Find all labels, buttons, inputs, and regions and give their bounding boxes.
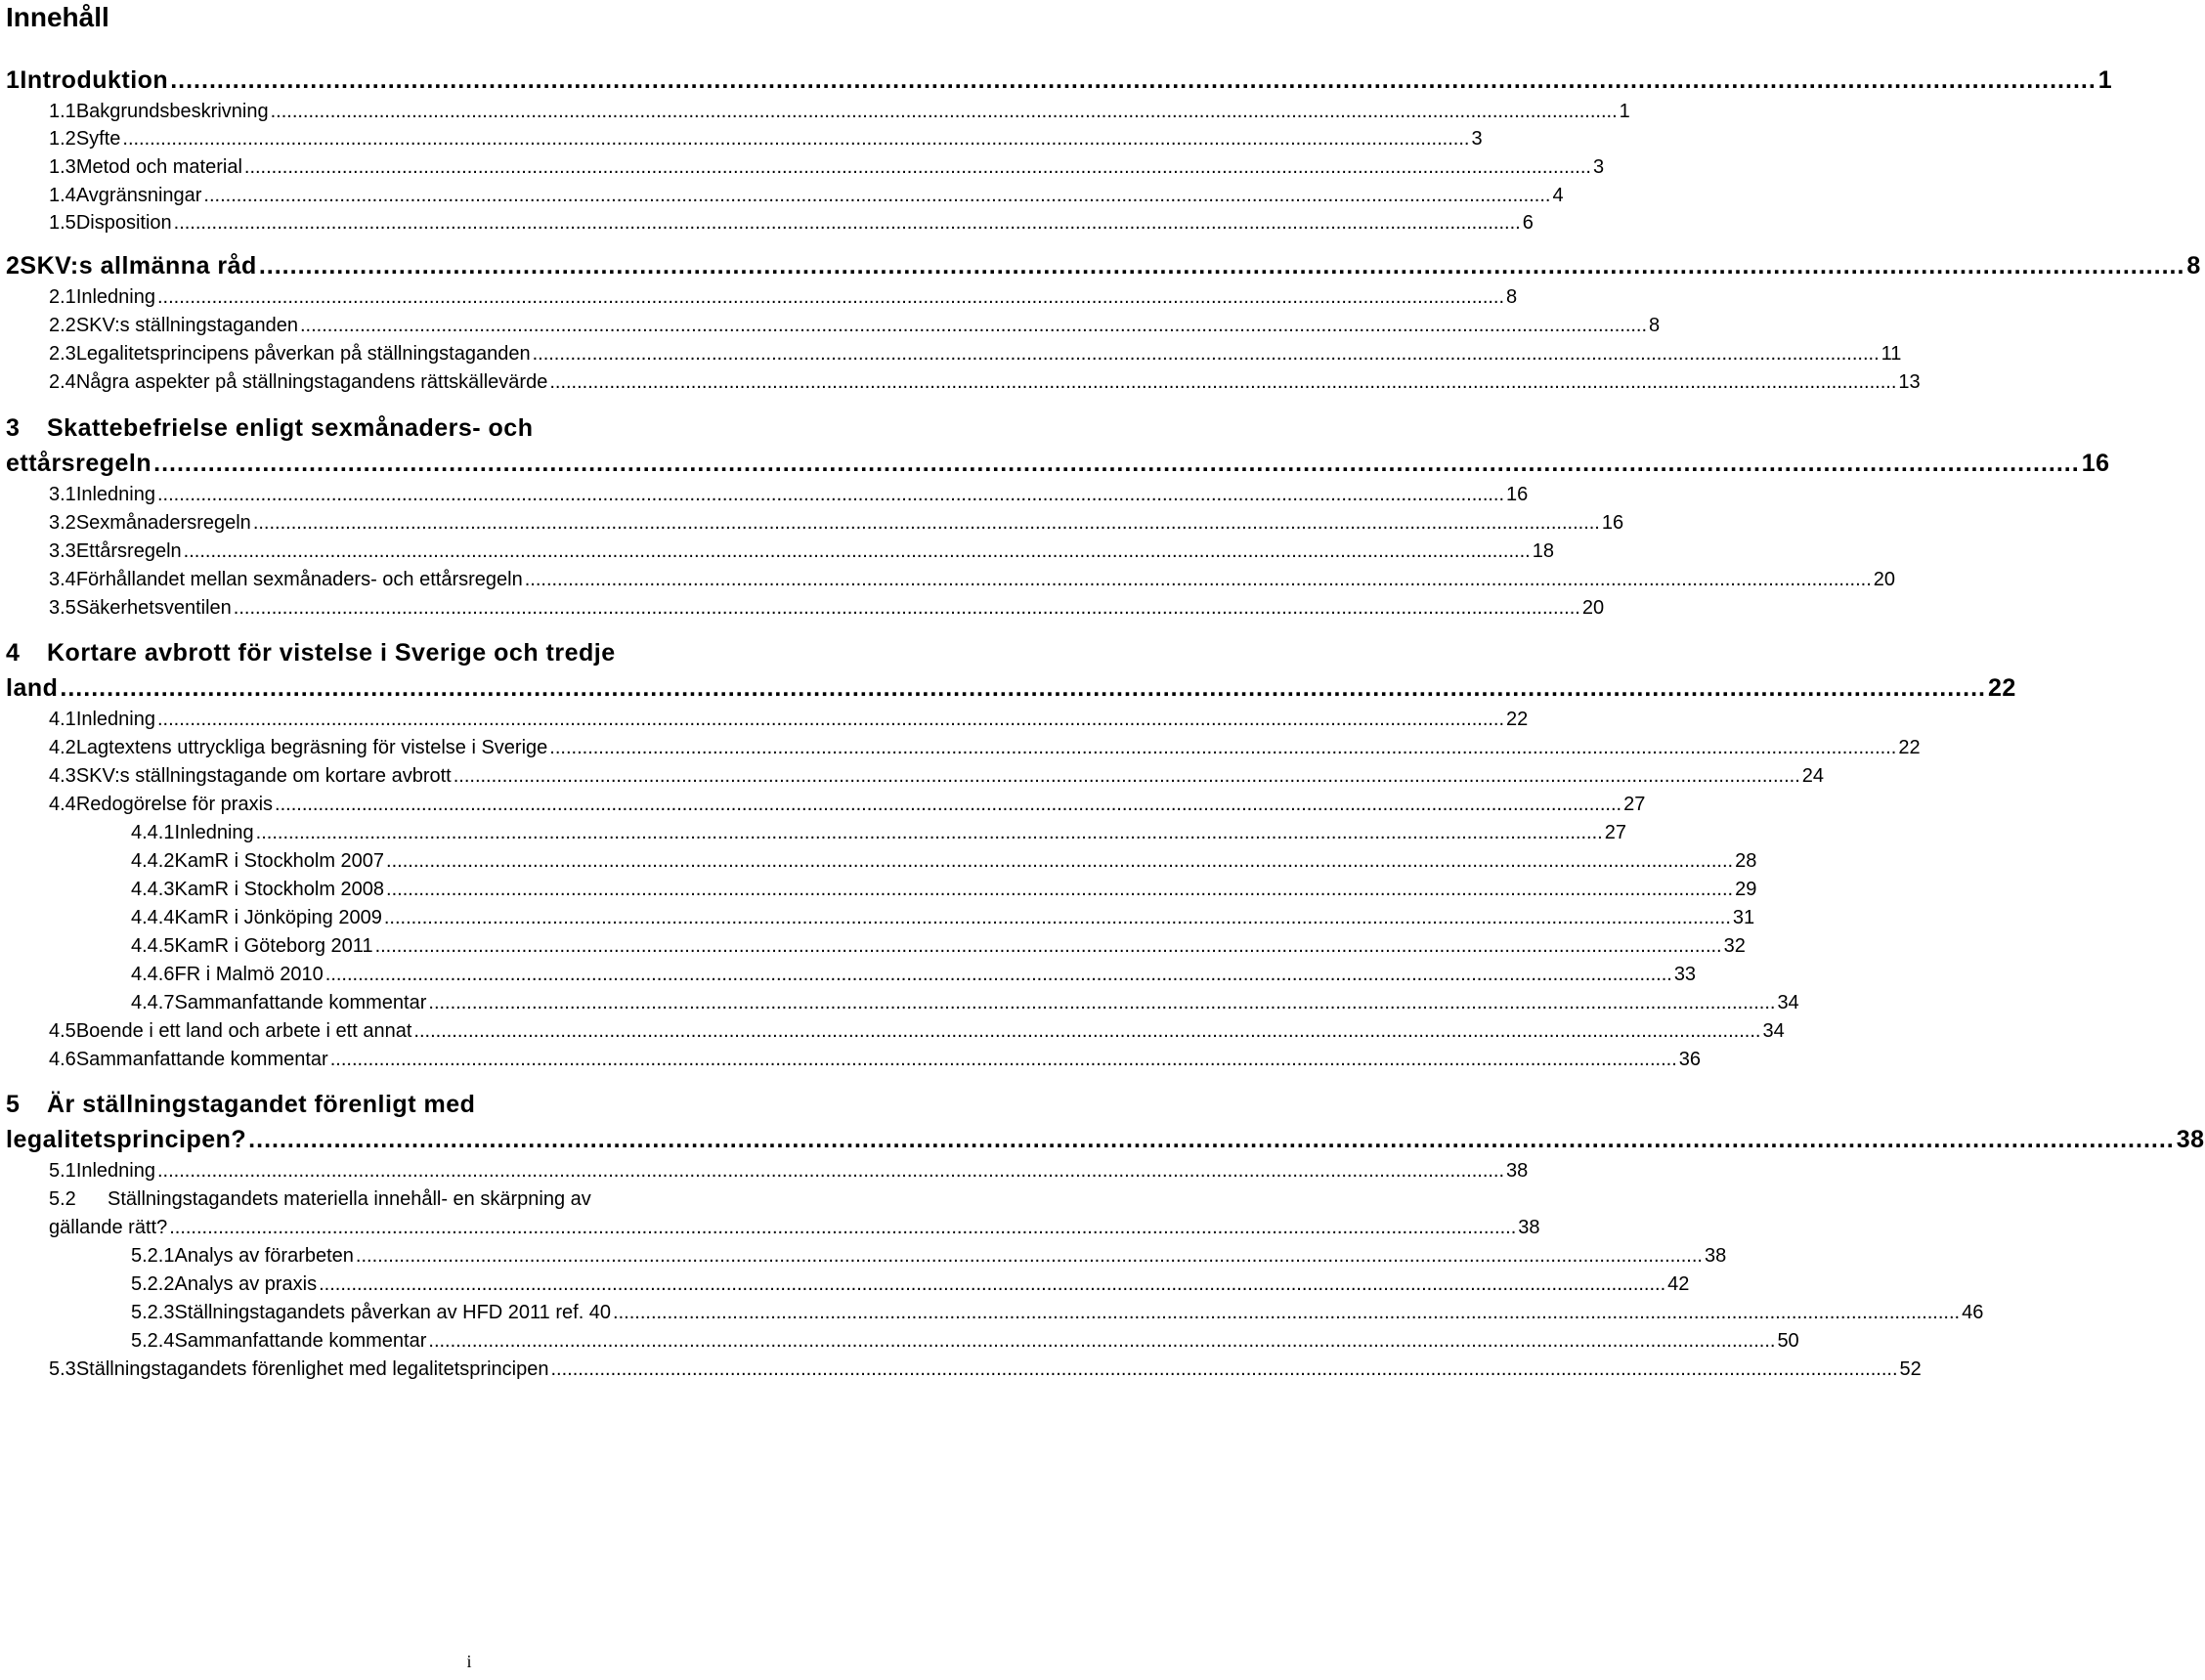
section-number: 1.1 <box>49 101 76 122</box>
chapter-title-continued: land <box>6 674 59 702</box>
chapter-number: 5 <box>6 1091 21 1118</box>
section-title: Inledning <box>75 286 155 308</box>
dot-leader <box>174 212 1521 235</box>
section-number: 2.1 <box>49 286 76 308</box>
toc-entry[interactable] <box>49 315 1661 337</box>
dot-leader <box>253 512 1600 535</box>
section-number: 4.6 <box>49 1049 76 1070</box>
page-number: 11 <box>1881 343 1902 365</box>
section-number: 1.5 <box>49 212 76 234</box>
dot-leader <box>271 101 1618 123</box>
toc-entry[interactable] <box>49 569 1896 591</box>
dot-leader <box>248 1126 2175 1154</box>
section-title: Analys av praxis <box>174 1273 318 1295</box>
section-title: Redogörelse för praxis <box>75 794 274 815</box>
page-number: 27 <box>1604 822 1626 843</box>
toc-entry[interactable] <box>131 907 1755 929</box>
page-title: Innehåll <box>6 2 109 32</box>
section-number: 5.2.3 <box>131 1302 175 1323</box>
chapter-number: 1 <box>6 66 21 94</box>
chapter-number: 3 <box>6 414 21 442</box>
toc-entry[interactable] <box>131 964 1697 986</box>
section-title: Bakgrundsbeskrivning <box>75 101 269 122</box>
toc-entry[interactable] <box>49 794 1646 816</box>
toc-chapter-1[interactable] <box>6 66 2113 95</box>
dot-leader <box>60 674 1986 703</box>
section-number: 3.4 <box>49 569 76 590</box>
toc-chapter-4[interactable] <box>6 674 2016 703</box>
dot-leader <box>413 1020 1760 1043</box>
toc-entry[interactable] <box>131 879 1757 901</box>
page-number: 46 <box>1962 1302 1984 1323</box>
section-number: 4.4.5 <box>131 935 175 957</box>
toc-entry[interactable] <box>49 185 1564 207</box>
section-title: KamR i Jönköping 2009 <box>174 907 382 928</box>
toc-entry[interactable] <box>49 737 1921 759</box>
page-number: 13 <box>1898 371 1921 393</box>
page-number: 20 <box>1581 597 1605 619</box>
section-title: Boende i ett land och arbete i ett annat <box>75 1020 412 1042</box>
toc-entry[interactable] <box>49 212 1534 235</box>
toc-entry[interactable] <box>49 512 1624 535</box>
toc-chapter-5[interactable] <box>6 1126 2205 1154</box>
section-title: SKV:s ställningstagande om kortare avbrott <box>75 765 452 787</box>
section-number: 4.3 <box>49 765 76 787</box>
section-number: 3.2 <box>49 512 76 534</box>
section-title: Sammanfattande kommentar <box>174 992 427 1013</box>
section-number: 4.4.2 <box>131 850 175 872</box>
section-number: 2.4 <box>49 371 76 393</box>
toc-entry[interactable] <box>49 484 1529 506</box>
dot-leader <box>330 1049 1677 1071</box>
toc-entry[interactable] <box>131 1302 1984 1324</box>
section-title: KamR i Stockholm 2008 <box>174 879 385 900</box>
page-number: 38 <box>1704 1245 1727 1267</box>
page-number: 36 <box>1678 1049 1702 1070</box>
page-number: 3 <box>1592 156 1605 178</box>
section-number: 4.5 <box>49 1020 76 1042</box>
dot-leader <box>428 992 1775 1014</box>
dot-leader <box>157 1160 1504 1183</box>
dot-leader <box>122 128 1469 151</box>
page-number: 8 <box>2186 252 2201 280</box>
section-title: Legalitetsprincipens påverkan på ställningstaganden <box>75 343 531 365</box>
toc-entry[interactable] <box>49 765 1825 788</box>
toc-entry[interactable] <box>131 1273 1690 1296</box>
section-number: 1.4 <box>49 185 76 206</box>
toc-entry[interactable] <box>49 1160 1529 1183</box>
section-number: 5.2 <box>49 1188 76 1210</box>
toc-entry[interactable] <box>131 935 1746 958</box>
page-number: 1 <box>2097 66 2113 94</box>
section-title: Sammanfattande kommentar <box>174 1330 427 1352</box>
section-number: 4.4.6 <box>131 964 175 985</box>
dot-leader <box>169 1217 1516 1239</box>
section-title: Säkerhetsventilen <box>75 597 232 619</box>
section-number: 4.4 <box>49 794 76 815</box>
page-number: 22 <box>1506 709 1529 730</box>
section-number: 5.2.2 <box>131 1273 175 1295</box>
dot-leader <box>157 286 1504 309</box>
page-number: 28 <box>1735 850 1757 872</box>
footer-page-number: i <box>466 1652 472 1671</box>
toc-entry[interactable] <box>49 709 1529 731</box>
section-title: Syfte <box>75 128 121 150</box>
page-number: 16 <box>2081 450 2110 477</box>
toc-entry[interactable] <box>49 128 1483 151</box>
dot-leader <box>525 569 1872 591</box>
section-title: Inledning <box>75 484 155 505</box>
dot-leader <box>375 935 1722 958</box>
section-number: 3.5 <box>49 597 76 619</box>
page-number: 16 <box>1601 512 1624 534</box>
section-number: 1.2 <box>49 128 76 150</box>
page-number: 6 <box>1522 212 1534 234</box>
page-number: 34 <box>1777 992 1799 1013</box>
section-title: Inledning <box>75 1160 155 1182</box>
section-title: Ställningstagandets förenlighet med legalitetsprincipen <box>75 1358 549 1380</box>
dot-leader <box>170 66 2097 95</box>
toc-entry[interactable] <box>49 1020 1785 1043</box>
page-number: 1 <box>1619 101 1630 122</box>
page-number: 8 <box>1506 286 1518 308</box>
page-number: 8 <box>1649 315 1661 336</box>
section-title: Sammanfattande kommentar <box>75 1049 328 1070</box>
dot-leader <box>319 1273 1665 1296</box>
dot-leader <box>386 850 1733 873</box>
section-title: Några aspekter på ställningstagandens rättskällevärde <box>75 371 548 393</box>
page-number: 50 <box>1777 1330 1799 1352</box>
section-title: Lagtextens uttryckliga begräsning för vistelse i Sverige <box>75 737 548 758</box>
section-title: FR i Malmö 2010 <box>174 964 324 985</box>
toc-entry[interactable] <box>131 850 1757 873</box>
dot-leader <box>244 156 1591 179</box>
section-number: 5.2.4 <box>131 1330 175 1352</box>
page-number: 38 <box>1506 1160 1529 1182</box>
section-title: Sexmånadersregeln <box>75 512 251 534</box>
toc-entry[interactable] <box>49 101 1630 123</box>
toc-chapter-4-line1[interactable] <box>6 639 616 668</box>
dot-leader <box>184 540 1531 563</box>
page-number: 31 <box>1732 907 1755 928</box>
dot-leader <box>356 1245 1703 1268</box>
toc-entry[interactable] <box>131 1245 1727 1268</box>
toc-chapter-3[interactable] <box>6 450 2110 478</box>
dot-leader <box>203 185 1550 207</box>
dot-leader <box>549 737 1896 759</box>
page-number: 38 <box>2176 1126 2205 1153</box>
toc-entry[interactable] <box>49 1358 1922 1381</box>
dot-leader <box>157 484 1504 506</box>
section-title: Inledning <box>75 709 155 730</box>
page-number: 32 <box>1723 935 1746 957</box>
toc-entry[interactable] <box>49 540 1554 563</box>
page-number: 52 <box>1899 1358 1922 1380</box>
toc-entry[interactable] <box>49 343 1902 366</box>
page-number: 24 <box>1801 765 1825 787</box>
page-number: 42 <box>1667 1273 1690 1295</box>
section-number: 4.4.7 <box>131 992 175 1013</box>
section-number: 5.3 <box>49 1358 76 1380</box>
section-number: 1.3 <box>49 156 76 178</box>
section-number: 4.2 <box>49 737 76 758</box>
chapter-title: Är ställningstagandet förenligt med <box>47 1091 476 1118</box>
dot-leader <box>428 1330 1775 1353</box>
toc-chapter-2[interactable] <box>6 252 2201 280</box>
page-number: 16 <box>1506 484 1529 505</box>
toc-chapter-5-line1[interactable] <box>6 1091 475 1119</box>
section-title: Ställningstagandets materiella innehåll- en skärpning av <box>108 1188 591 1210</box>
dot-leader <box>256 822 1603 844</box>
section-title: Förhållandet mellan sexmånaders- och ettårsregeln <box>75 569 523 590</box>
chapter-title-continued: legalitetsprincipen? <box>6 1126 247 1153</box>
section-number: 4.4.4 <box>131 907 175 928</box>
section-number: 2.3 <box>49 343 76 365</box>
dot-leader <box>613 1302 1960 1324</box>
page-number: 3 <box>1471 128 1483 150</box>
dot-leader <box>384 907 1731 929</box>
dot-leader <box>533 343 1880 366</box>
section-number: 3.1 <box>49 484 76 505</box>
chapter-title: Skattebefrielse enligt sexmånaders- och <box>47 414 534 442</box>
section-number: 4.4.3 <box>131 879 175 900</box>
section-number: 4.4.1 <box>131 822 175 843</box>
dot-leader <box>550 1358 1897 1381</box>
toc-chapter-3-line1[interactable] <box>6 414 533 443</box>
dot-leader <box>549 371 1896 394</box>
section-number: 2.2 <box>49 315 76 336</box>
section-title-continued: gällande rätt? <box>49 1217 168 1238</box>
dot-leader <box>234 597 1580 620</box>
section-title: Avgränsningar <box>75 185 202 206</box>
dot-leader <box>275 794 1621 816</box>
page-number: 38 <box>1518 1217 1540 1238</box>
page-number: 33 <box>1673 964 1697 985</box>
dot-leader <box>259 252 2185 280</box>
page-number: 22 <box>1987 674 2016 702</box>
dot-leader <box>153 450 2080 478</box>
toc-entry[interactable] <box>49 597 1605 620</box>
dot-leader <box>386 879 1733 901</box>
section-number: 5.2.1 <box>131 1245 175 1267</box>
toc-entry[interactable] <box>131 992 1799 1014</box>
dot-leader <box>325 964 1672 986</box>
section-title: Inledning <box>174 822 254 843</box>
toc-entry[interactable] <box>49 1217 1540 1239</box>
toc-entry-5-2-line1[interactable] <box>49 1188 591 1211</box>
chapter-title: Kortare avbrott för vistelse i Sverige och tredje <box>47 639 616 667</box>
page-number: 4 <box>1552 185 1564 206</box>
page-number: 20 <box>1873 569 1896 590</box>
toc-entry[interactable] <box>131 822 1626 844</box>
section-title: Ställningstagandets påverkan av HFD 2011 ref. 40 <box>174 1302 612 1323</box>
section-number: 4.1 <box>49 709 76 730</box>
dot-leader <box>157 709 1504 731</box>
chapter-number: 2 <box>6 252 21 280</box>
section-number: 5.1 <box>49 1160 76 1182</box>
section-title: Ettårsregeln <box>75 540 182 562</box>
dot-leader <box>454 765 1800 788</box>
chapter-title-continued: ettårsregeln <box>6 450 152 477</box>
section-number: 3.3 <box>49 540 76 562</box>
section-title: KamR i Göteborg 2011 <box>174 935 373 957</box>
section-title: Analys av förarbeten <box>174 1245 354 1267</box>
section-title: Disposition <box>75 212 172 234</box>
toc-entry[interactable] <box>49 156 1605 179</box>
toc-entry[interactable] <box>49 286 1518 309</box>
chapter-number: 4 <box>6 639 21 667</box>
page-number: 18 <box>1532 540 1554 562</box>
chapter-title: SKV:s allmänna råd <box>20 252 257 280</box>
toc-entry[interactable] <box>131 1330 1799 1353</box>
page-number: 34 <box>1762 1020 1785 1042</box>
toc-entry[interactable] <box>49 1049 1702 1071</box>
dot-leader <box>300 315 1647 337</box>
section-title: Metod och material <box>75 156 242 178</box>
page-number: 27 <box>1623 794 1646 815</box>
section-title: KamR i Stockholm 2007 <box>174 850 385 872</box>
page-number: 22 <box>1898 737 1921 758</box>
chapter-title: Introduktion <box>20 66 169 94</box>
page-number: 29 <box>1735 879 1757 900</box>
section-title: SKV:s ställningstaganden <box>75 315 298 336</box>
toc-entry[interactable] <box>49 371 1921 394</box>
